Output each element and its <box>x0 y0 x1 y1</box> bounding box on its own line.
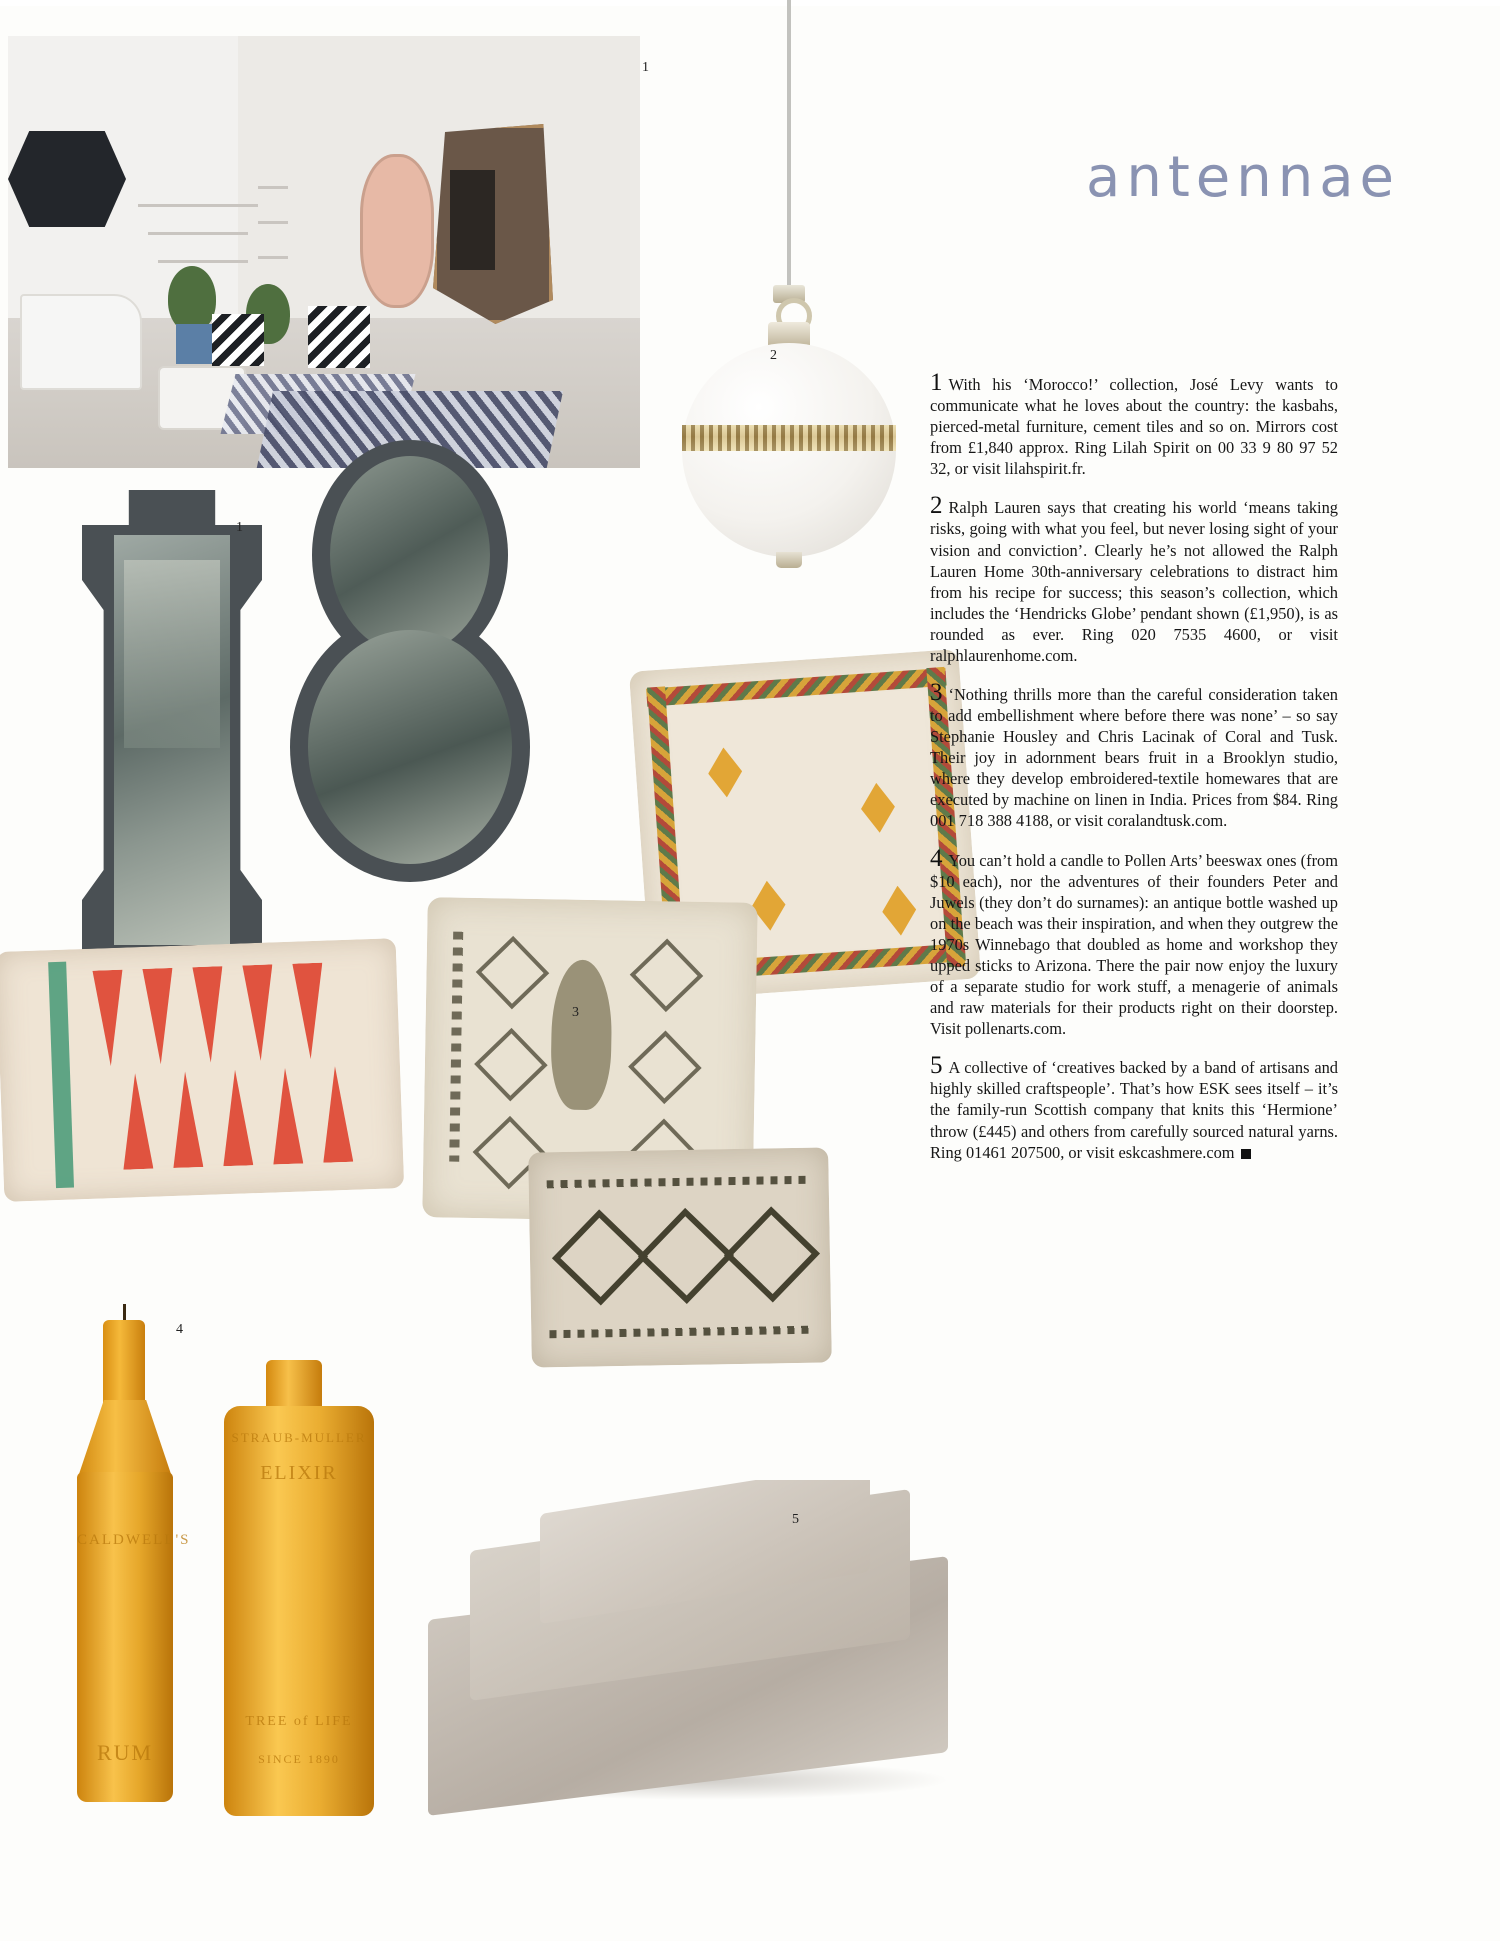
photo-mirror-rectangular <box>82 490 262 990</box>
wall-shelf <box>158 260 248 263</box>
lamp-rod <box>787 0 791 290</box>
item-number-1: 1 <box>930 369 943 396</box>
masthead-word: antennae <box>1086 145 1400 210</box>
photo-candle-elixir-bottle <box>218 1360 383 1825</box>
caption-4-candles: 4 <box>176 1322 183 1337</box>
wall-shelf <box>138 204 258 207</box>
wall-shelf <box>258 256 288 259</box>
article-item-1 <box>930 370 1338 479</box>
item-number-3: 3 <box>930 679 943 707</box>
article-item-5 <box>930 1053 1338 1162</box>
article-column <box>930 370 1338 1177</box>
article-item-3 <box>930 680 1338 832</box>
wall-shelf <box>258 221 288 224</box>
mirror-glass-top <box>330 456 490 654</box>
photo-cashmere-throw <box>420 1480 980 1840</box>
candle-label-tree: TREE of LIFE <box>245 1714 353 1729</box>
photo-pendant-lamp <box>660 0 920 690</box>
hex-mirror <box>8 131 126 227</box>
photo-cushion-triangles <box>0 938 404 1202</box>
caption-1-mirrors: 1 <box>236 520 243 535</box>
caption-3-cushions: 3 <box>572 1005 579 1020</box>
item-text-2: Ralph Lauren says that creating his world ‘means taking risks, going with what you feel, but never losing sight of your vision and conviction’. Clearly he’s not allowed the Ralph Lauren Home 30th-anniversary celebrations to distract him from his recipe for success; this season’s collection, which includes the ‘Hendricks Globe’ pendant shown (£1,950), is as rounded as ever. Ring 020 7535 4600, or visit ralphlaurenhome.com. <box>930 498 1338 665</box>
blue-box <box>176 324 212 364</box>
photo-room-interior <box>8 36 640 468</box>
patterned-cube-stool <box>308 306 370 368</box>
candle-shoulder <box>77 1400 173 1480</box>
item-text-5: A collective of ‘creatives backed by a band of artisans and highly skilled craftspeople’. That’s how ESK sees itself – it’s the family-run Scottish company that knits this ‘Hermione’ throw (£445) and others from carefully sourced natural yarns. Ring 01461 207500, or visit eskcashmere.com <box>930 1058 1338 1162</box>
caption-5-throw: 5 <box>792 1512 799 1527</box>
photo-cushion-bolster <box>528 1147 832 1367</box>
candle-label-brand: STRAUB-MULLER <box>231 1430 367 1445</box>
item-number-4: 4 <box>930 844 943 872</box>
item-number-5: 5 <box>930 1052 943 1080</box>
cushion-leaf-motif <box>550 959 613 1110</box>
arch-mirror <box>360 154 434 308</box>
lamp-brass-band <box>682 425 896 451</box>
candle-body <box>77 1472 191 1802</box>
candle-body <box>224 1406 374 1816</box>
candle-label-elixir: ELIXIR <box>260 1462 338 1484</box>
item-number-2: 2 <box>930 492 943 520</box>
lamp-finial <box>776 552 802 568</box>
mirror-glass <box>114 535 229 945</box>
patterned-cube-stool <box>212 314 264 366</box>
wall-shelf <box>258 186 288 189</box>
article-item-2 <box>930 493 1338 666</box>
candle-label-bottom: RUM <box>96 1740 154 1765</box>
photo-mirror-double-round <box>290 440 530 960</box>
potted-plant <box>168 266 216 332</box>
candle-label-top: CALDWELL'S <box>77 1532 191 1548</box>
article-item-4 <box>930 846 1338 1040</box>
caption-1-room: 1 <box>642 60 649 75</box>
item-text-1: With his ‘Morocco!’ collection, José Levy wants to communicate what he loves about the country: the kasbahs, pierced-metal furniture, cement tiles and so on. Mirrors cost from £1,840 approx. Ring Lilah Spirit on 00 33 9 80 97 52 32, or visit lilahspirit.fr. <box>930 375 1338 479</box>
end-mark <box>1241 1149 1251 1159</box>
candle-neck <box>103 1320 145 1412</box>
photo-candle-rum-bottle <box>55 1300 195 1820</box>
item-text-4: You can’t hold a candle to Pollen Arts’ beeswax ones (from $10 each), nor the adventures of their founders Peter and Juwels (they don’t do surnames): an antique bottle washed up on the beach was their inspiration, and when they outgrew the 1970s Winnebago that doubled as home and workshop they upped sticks to Arizona. There the pair now enjoy the luxury of a separate studio for work stuff, a menagerie of animals and raw materials for their products right on their doorstep. Visit pollenarts.com. <box>930 850 1338 1039</box>
page-title <box>930 145 1400 210</box>
item-text-3: ‘Nothing thrills more than the careful consideration taken to add embellishment where before there was none’ – so say Stephanie Housley and Chris Lacinak of Coral and Tusk. Their joy in adornment bears fruit in a Brooklyn studio, where they develop embroidered-textile homewares that are executed by machine on linen in India. Prices from $84. Ring 001 718 388 4188, or visit coralandtusk.com. <box>930 685 1338 831</box>
wall-shelf <box>148 232 248 235</box>
polygon-mirror <box>433 124 553 324</box>
candle-label-since: SINCE 1890 <box>258 1752 340 1766</box>
caption-2-lamp: 2 <box>770 348 777 363</box>
mirror-glass-bottom <box>308 630 512 864</box>
armchair <box>20 294 142 390</box>
